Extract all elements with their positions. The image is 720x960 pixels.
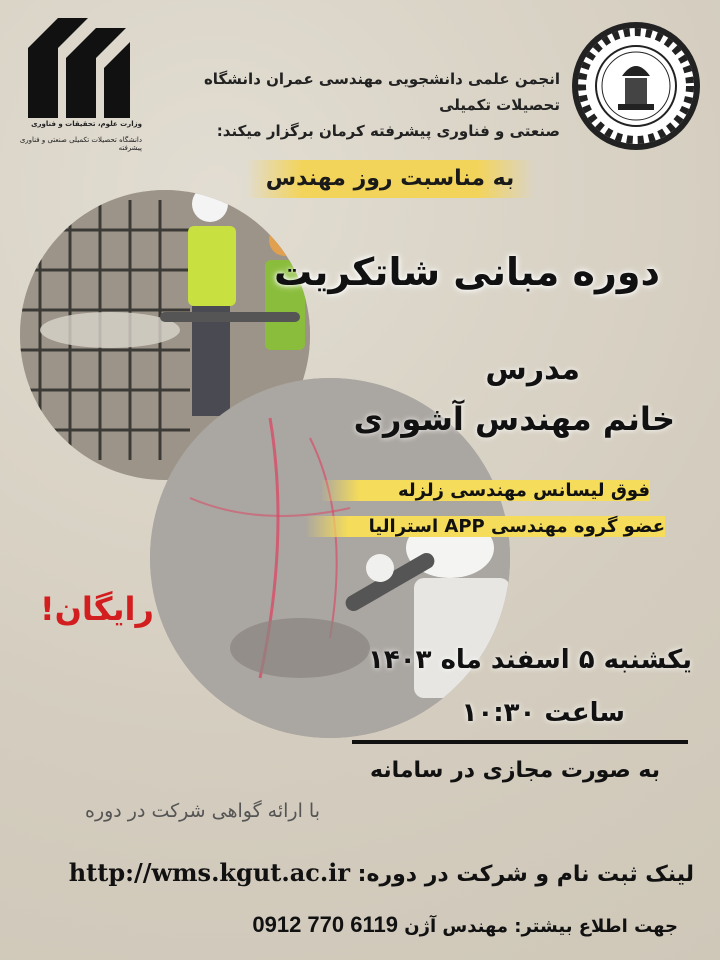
gear-seal-icon [578, 28, 694, 144]
event-time: ساعت ۱۰:۳۰ [461, 698, 625, 728]
logo-text-ministry: وزارت علوم، تحقیقات و فناوری [31, 120, 142, 128]
university-logo [18, 8, 142, 158]
online-note: به صورت مجازی در سامانه [370, 758, 660, 783]
divider-line [352, 740, 688, 744]
occasion-banner: به مناسبت روز مهندس [245, 160, 535, 198]
instructor-credential-membership: عضو گروه مهندسی APP استرالیا [305, 516, 665, 537]
organizer-header [140, 66, 560, 144]
contact-label: جهت اطلاع بیشتر: مهندس آژن [404, 916, 678, 937]
event-date: یکشنبه ۵ اسفند ماه ۱۴۰۳ [368, 645, 692, 675]
registration-label: لینک ثبت نام و شرکت در دوره: [357, 862, 694, 887]
instructor-credential-degree: فوق لیسانس مهندسی زلزله [320, 480, 650, 501]
instructor-name: خانم مهندس آشوری [353, 400, 675, 438]
free-label: رایگان! [40, 590, 154, 628]
contact-line [18, 912, 678, 938]
registration-line [34, 858, 694, 887]
organizer-line-1: انجمن علمی دانشجویی مهندسی عمران دانشگاه تحصیلات تکمیلی [203, 70, 560, 114]
logo-text-university: دانشگاه تحصیلات تکمیلی صنعتی و فناوری پیشرفته [19, 136, 142, 152]
certificate-note: با ارائه گواهی شرکت در دوره [85, 800, 320, 822]
instructor-label: مدرس [485, 352, 580, 387]
course-title: دوره مبانی شاتکریت [273, 250, 660, 294]
contact-phone[interactable]: 0912 770 6119 [252, 912, 398, 937]
registration-link[interactable]: http://wms.kgut.ac.ir [68, 858, 350, 887]
organizer-line-2: صنعتی و فناوری پیشرفته کرمان برگزار میکند: [216, 122, 560, 140]
association-seal [572, 22, 700, 150]
